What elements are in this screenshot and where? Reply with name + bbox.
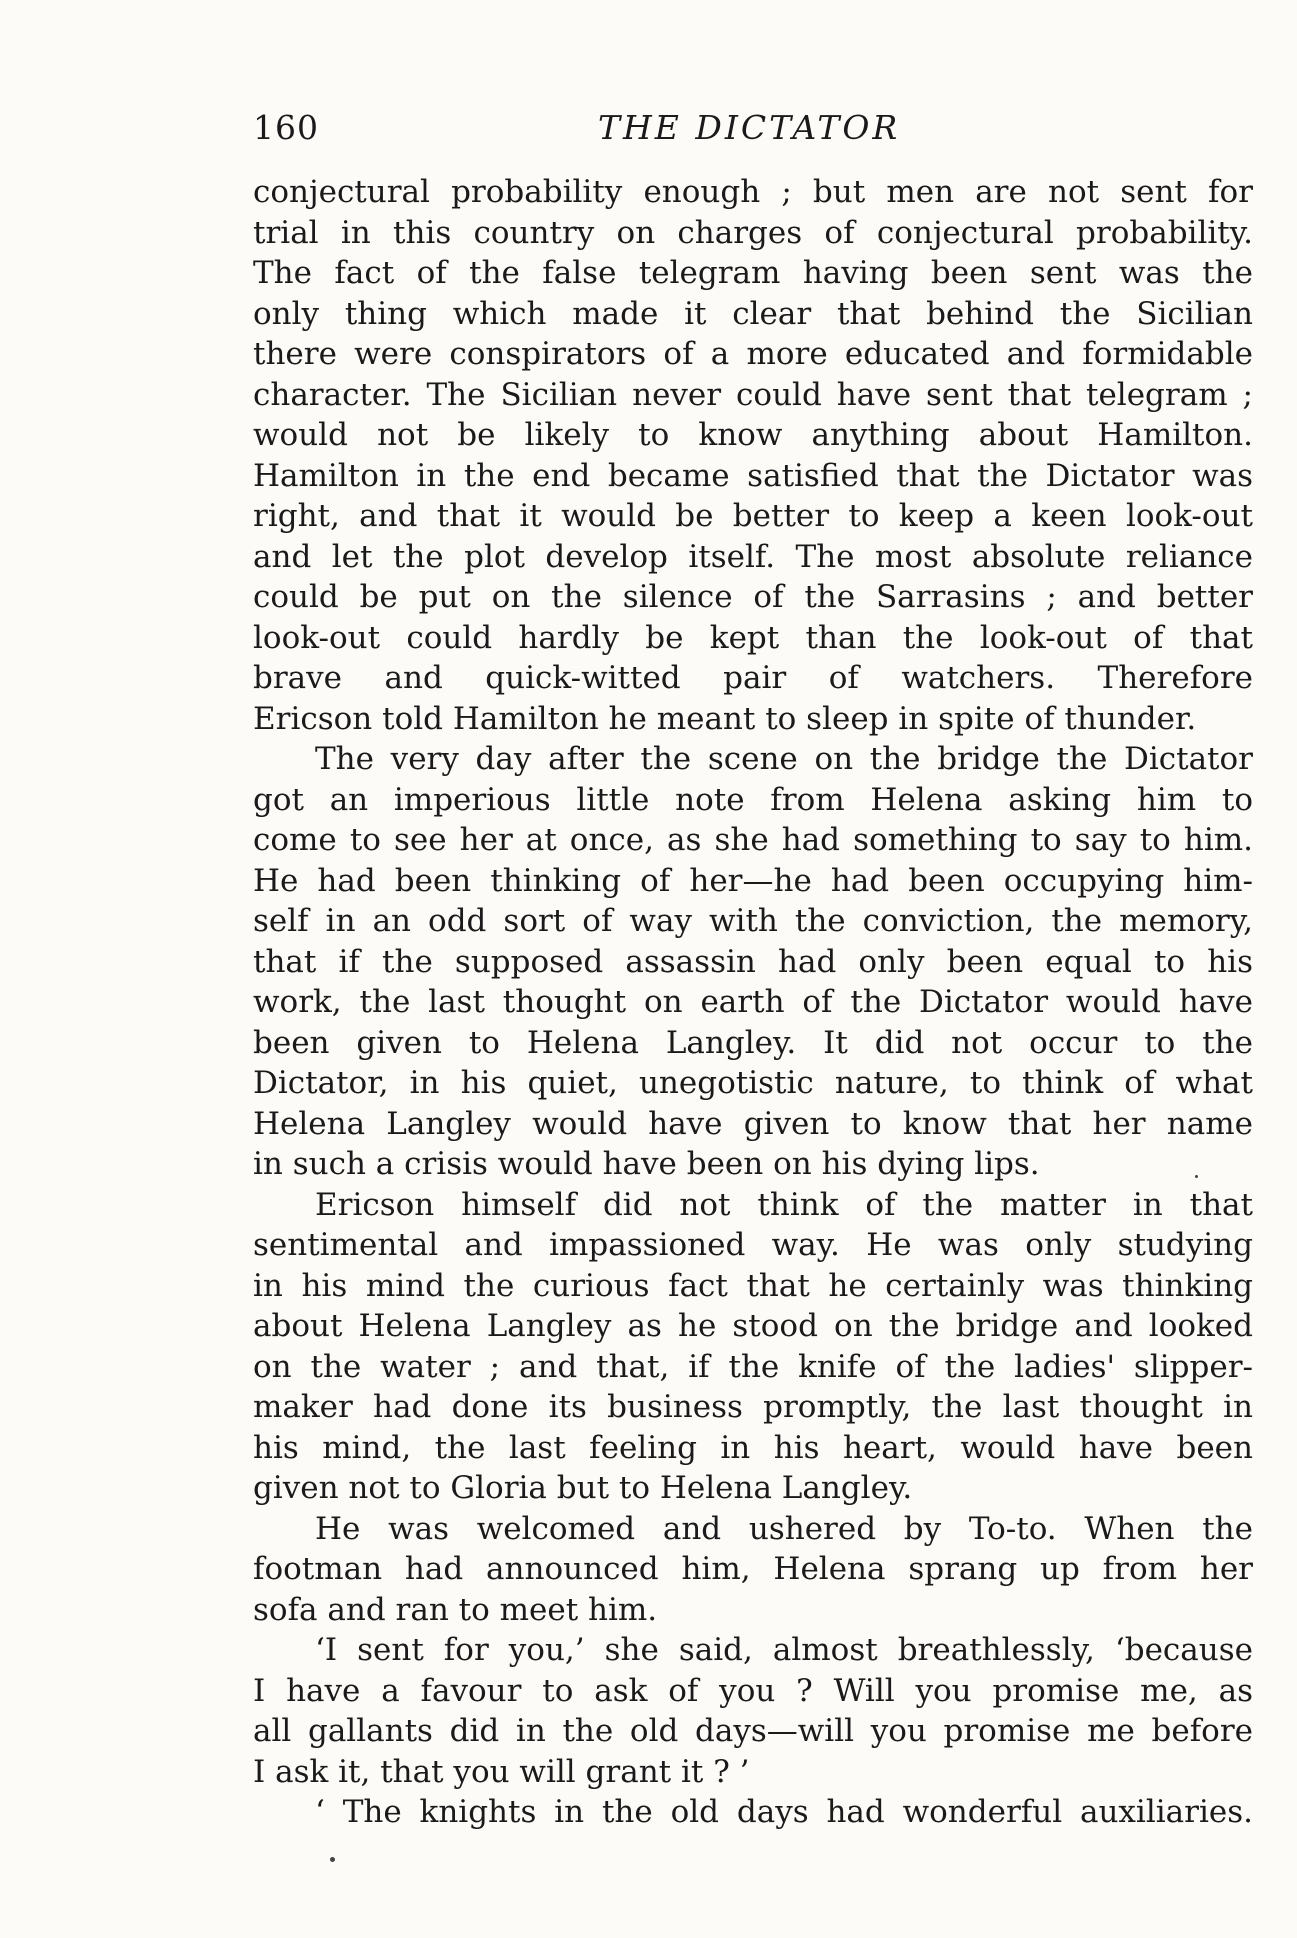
page-header <box>253 108 1253 158</box>
text-line: and let the plot develop itself. The most absolute reliance <box>253 538 1253 575</box>
text-line: Ericson told Hamilton he meant to sleep in spite of thunder. <box>253 700 1197 737</box>
ink-speck <box>330 1857 335 1862</box>
text-line: work, the last thought on earth of the Dictator would have <box>253 984 1253 1020</box>
text-line: Ericson himself did not think of the matter in that <box>315 1186 1253 1223</box>
text-line: would not be likely to know anything about Hamilton. <box>253 417 1253 453</box>
text-line: got an imperious little note from Helena asking him to <box>253 781 1253 818</box>
body-text <box>253 172 1253 1833</box>
text-line: I have a favour to ask of you ? Will you promise me, as <box>253 1672 1253 1709</box>
text-line: Helena Langley would have given to know that her name <box>253 1105 1253 1142</box>
text-line: He had been thinking of her—he had been occupying him- <box>253 862 1253 899</box>
text-line: right, and that it would be better to keep a keen look-out <box>253 498 1253 534</box>
text-line: The very day after the scene on the bridge the Dictator <box>315 741 1253 777</box>
text-line: ‘I sent for you,’ she said, almost breathlessly, ‘because <box>315 1632 1253 1668</box>
text-line: conjectural probability enough ; but men are not sent for <box>253 174 1253 210</box>
text-line: He was welcomed and ushered by To-to. When the <box>315 1510 1253 1547</box>
text-line: been given to Helena Langley. It did not occur to the <box>253 1024 1253 1061</box>
text-line: self in an odd sort of way with the conviction, the memory, <box>253 903 1253 939</box>
text-line: in his mind the curious fact that he certainly was thinking <box>253 1267 1253 1304</box>
text-line: that if the supposed assassin had only been equal to his <box>253 943 1253 980</box>
text-line: Hamilton in the end became satisfied that the Dictator was <box>253 457 1253 494</box>
text-line: come to see her at once, as she had something to say to him. <box>253 822 1253 858</box>
text-line: there were conspirators of a more educated and formidable <box>253 336 1253 372</box>
ink-speck <box>1195 1175 1198 1178</box>
text-line: Dictator, in his quiet, unegotistic nature, to think of what <box>253 1065 1253 1101</box>
text-line: trial in this country on charges of conjectural probability. <box>253 214 1253 251</box>
page-number: 160 <box>253 108 319 147</box>
text-line: ‘ The knights in the old days had wonderful auxiliaries. <box>315 1794 1253 1830</box>
text-line: brave and quick-witted pair of watchers. Therefore <box>253 660 1253 696</box>
text-line: look-out could hardly be kept than the look-out of that <box>253 619 1253 656</box>
text-line: sentimental and impassioned way. He was only studying <box>253 1227 1253 1263</box>
text-line: about Helena Langley as he stood on the bridge and looked <box>253 1308 1253 1344</box>
text-line: could be put on the silence of the Sarrasins ; and better <box>253 579 1253 615</box>
running-title: THE DICTATOR <box>598 108 901 147</box>
text-line: in such a crisis would have been on his dying lips. <box>253 1146 1040 1182</box>
text-line: given not to Gloria but to Helena Langley. <box>253 1470 913 1506</box>
text-line: his mind, the last feeling in his heart, would have been <box>253 1429 1253 1466</box>
text-line: footman had announced him, Helena sprang up from her <box>253 1551 1253 1587</box>
text-line: on the water ; and that, if the knife of the ladies' slipper- <box>253 1348 1253 1385</box>
text-line: maker had done its business promptly, the last thought in <box>253 1389 1253 1425</box>
text-line: all gallants did in the old days—will you promise me before <box>253 1713 1253 1749</box>
text-line: The fact of the false telegram having been sent was the <box>253 255 1253 291</box>
text-line: character. The Sicilian never could have sent that telegram ; <box>253 376 1253 413</box>
text-line: sofa and ran to meet him. <box>253 1591 658 1628</box>
text-line: I ask it, that you will grant it ? ’ <box>253 1753 750 1790</box>
text-line: only thing which made it clear that behind the Sicilian <box>253 295 1253 332</box>
